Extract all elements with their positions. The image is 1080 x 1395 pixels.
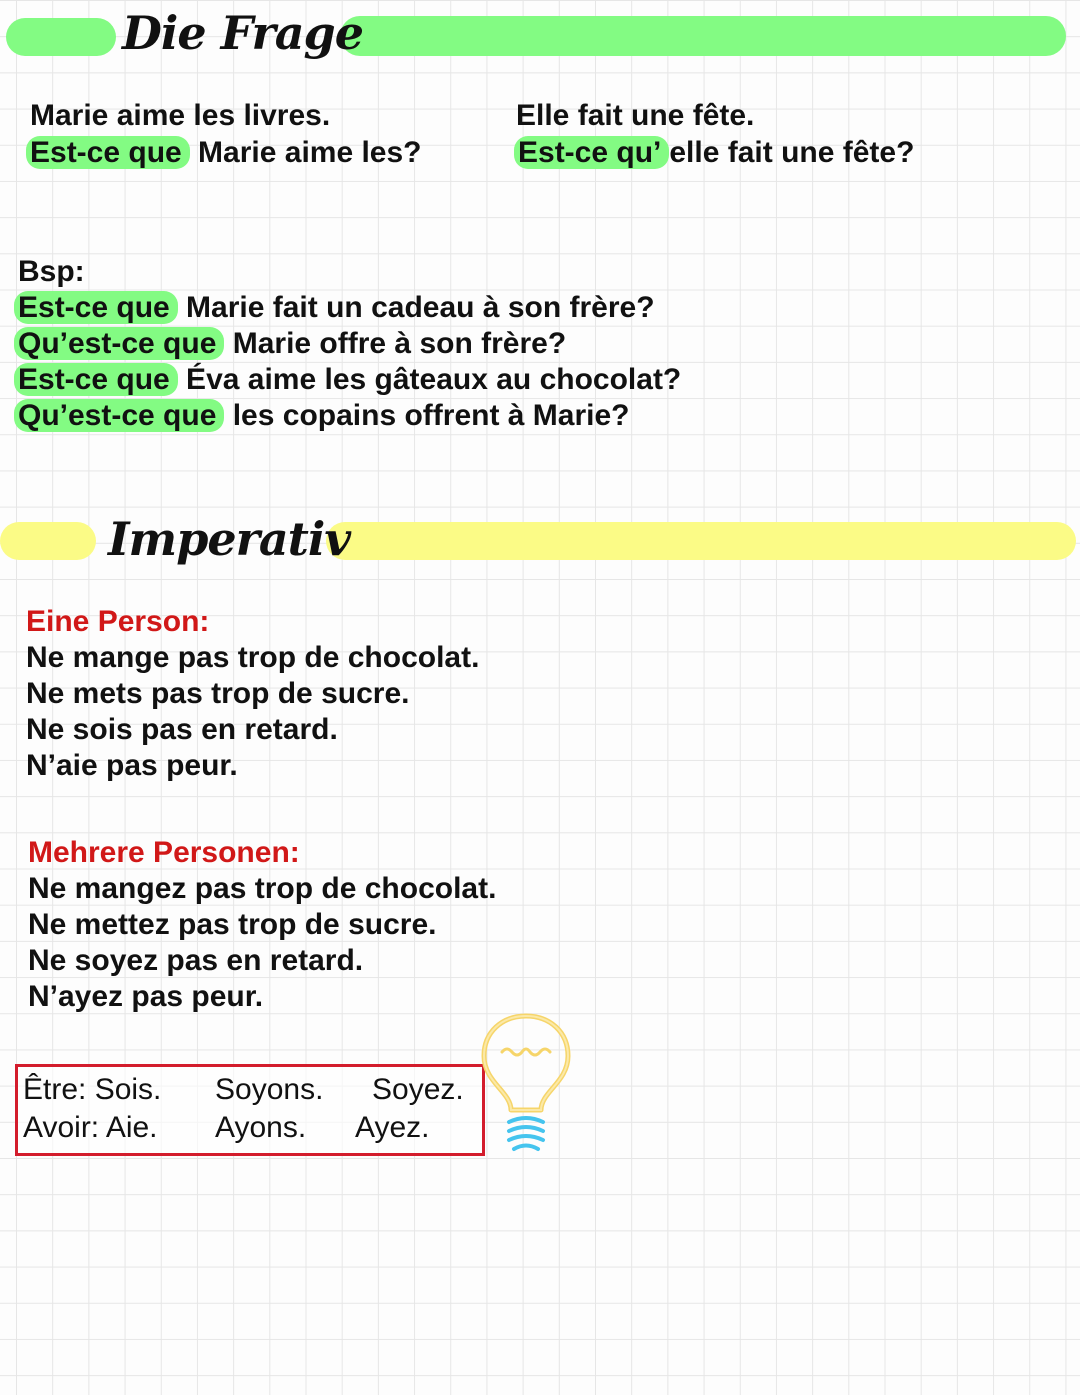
lightbulb-icon bbox=[476, 1010, 576, 1160]
heading-bar-left bbox=[6, 18, 116, 56]
imperative-line: Ne mangez pas trop de chocolat. bbox=[28, 872, 497, 905]
heading-bar-right bbox=[326, 522, 1076, 560]
imperative-line: N’aie pas peur. bbox=[26, 749, 238, 782]
example-rest: Marie fait un cadeau à son frère? bbox=[177, 291, 655, 324]
question-right bbox=[518, 135, 914, 171]
example-highlight: Qu’est-ce que bbox=[14, 327, 224, 360]
box-cell-avoir: Avoir: Aie. bbox=[23, 1111, 158, 1144]
box-cell-ayez: Ayez. bbox=[355, 1111, 430, 1144]
question-left-rest: Marie aime les? bbox=[189, 136, 422, 169]
imperative-line: Ne mets pas trop de sucre. bbox=[26, 677, 410, 710]
example-rest: Éva aime les gâteaux au chocolat? bbox=[177, 363, 682, 396]
box-cell-etre: Être: Sois. bbox=[23, 1073, 162, 1106]
heading-bar-right bbox=[340, 16, 1066, 56]
section-title-imperativ: Imperativ bbox=[108, 512, 351, 566]
imperative-line: Ne sois pas en retard. bbox=[26, 713, 338, 746]
example-highlight: Qu’est-ce que bbox=[14, 399, 224, 432]
question-right-rest: elle fait une fête? bbox=[669, 136, 915, 169]
example-line bbox=[18, 290, 655, 326]
example-line bbox=[18, 398, 630, 434]
bsp-label: Bsp: bbox=[18, 255, 85, 288]
imperative-line: Ne mange pas trop de chocolat. bbox=[26, 641, 480, 674]
box-cell-soyons: Soyons. bbox=[215, 1073, 324, 1106]
label-eine-person: Eine Person: bbox=[26, 605, 210, 638]
example-rest: les copains offrent à Marie? bbox=[224, 399, 630, 432]
example-line bbox=[18, 362, 681, 398]
box-cell-soyez: Soyez. bbox=[372, 1073, 464, 1106]
highlight-est-ce-que: Est-ce que bbox=[26, 136, 190, 169]
example-highlight: Est-ce que bbox=[14, 291, 178, 324]
conjugation-box bbox=[15, 1064, 485, 1156]
example-rest: Marie offre à son frère? bbox=[224, 327, 567, 360]
label-mehrere-personen: Mehrere Personen: bbox=[28, 836, 300, 869]
section-title-frage: Die Frage bbox=[122, 6, 363, 60]
highlight-est-ce-qu: Est-ce qu’ bbox=[514, 136, 669, 169]
imperative-line: Ne mettez pas trop de sucre. bbox=[28, 908, 437, 941]
example-line bbox=[18, 326, 566, 362]
box-cell-ayons: Ayons. bbox=[215, 1111, 307, 1144]
sentence-right: Elle fait une fête. bbox=[516, 99, 755, 132]
sentence-left: Marie aime les livres. bbox=[30, 99, 331, 132]
example-highlight: Est-ce que bbox=[14, 363, 178, 396]
imperative-line: N’ayez pas peur. bbox=[28, 980, 264, 1013]
heading-bar-left bbox=[0, 522, 96, 560]
question-left bbox=[30, 135, 422, 171]
imperative-line: Ne soyez pas en retard. bbox=[28, 944, 364, 977]
